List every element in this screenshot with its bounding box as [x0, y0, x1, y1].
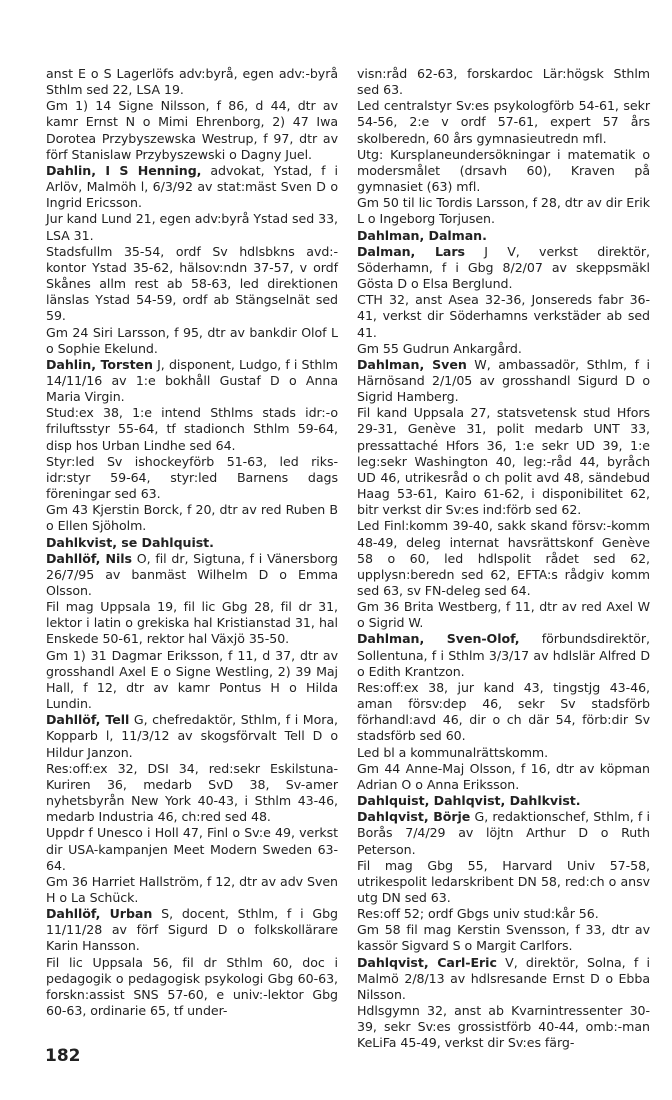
- entry-text: Res:off:ex 32, DSI 34, red:sekr Eskilstuna-Kuriren 36, medarb SvD 38, Sv-amer nyhetsbyrån New York 40-43, i Sthlm 43-46, medarb Industria 46, ch:red sed 48.: [46, 760, 338, 825]
- paragraph: [46, 163, 338, 211]
- entry-heading: Dahlqvist, Carl-Eric: [357, 954, 497, 970]
- entry-heading: Dahlman, Dalman.: [357, 227, 487, 243]
- entry-text: Gm 36 Brita Westberg, f 11, dtr av red Axel W o Sigrid W.: [357, 599, 650, 631]
- paragraph: [46, 599, 338, 647]
- paragraph: [46, 874, 338, 906]
- paragraph: [46, 761, 338, 826]
- entry-text: G, redaktionschef, Sthlm, f i Borås 7/4/29 av löjtn Arthur D o Ruth Peterson.: [357, 809, 650, 857]
- left-column: [46, 66, 338, 1019]
- entry-text: Res:off 52; ordf Gbgs univ stud:kår 56.: [357, 906, 599, 922]
- entry-heading: Dahlin, I S Henning,: [46, 162, 202, 178]
- entry-text: Hdlsgymn 32, anst ab Kvarnintressenter 30-39, sekr Sv:es grossistförb 40-44, omb:-man KeLiFa 45-49, verkst dir Sv:es färg-: [357, 1003, 650, 1051]
- entry-heading: Dahllöf, Nils: [46, 550, 132, 566]
- paragraph: [46, 712, 338, 760]
- paragraph: [46, 211, 338, 243]
- entry-text: CTH 32, anst Asea 32-36, Jonsereds fabr 36-41, verkst dir Söderhamns verkstäder ab sed 41.: [357, 292, 650, 340]
- paragraph: [357, 761, 650, 793]
- paragraph: [357, 922, 650, 954]
- entry-text: Stadsfullm 35-54, ordf Sv hdlsbkns avd:-kontor Ystad 35-62, hälsov:ndn 37-57, v ordf Skånes allm rest ab 58-63, led direktionen länslas Ystad 54-59, ordf ab Stängselnät sed 59.: [46, 243, 338, 324]
- entry-heading: Dahlman, Sven-Olof,: [357, 631, 520, 647]
- paragraph: [46, 244, 338, 325]
- entry-text: advokat, Ystad, f i Arlöv, Malmöh l, 6/3/92 av stat:mäst Sven D o Ingrid Ericsson.: [46, 162, 338, 211]
- entry-heading: Dahlman, Sven: [357, 356, 467, 372]
- paragraph: [357, 906, 650, 922]
- paragraph: [357, 195, 650, 227]
- paragraph: [46, 357, 338, 405]
- paragraph: [46, 906, 338, 954]
- entry-text: Fil mag Uppsala 19, fil lic Gbg 28, fil dr 31, lektor i latin o grekiska hal Kristianstad 31, hal Enskede 50-61, rektor hal Växjö 35-50.: [46, 599, 338, 647]
- right-column: [357, 66, 650, 1052]
- paragraph: [357, 341, 650, 357]
- entry-text: Fil kand Uppsala 27, statsvetensk stud Hfors 29-31, Genève 31, polit medarb UNT 33, pressattaché Hfors 36, 1:e sekr UD 39, 1:e leg:sekr Washington 40, leg:-råd 44, byråch UD 46, utrikesråd o ch polit avd 48, sändebud Haag 53-61, Kairo 61-62, i disponibilitet 62, bitr verkst dir Sv:es ind:förb sed 62.: [357, 405, 650, 518]
- entry-heading: Dahllöf, Urban: [46, 906, 153, 922]
- paragraph: [357, 680, 650, 745]
- paragraph: [357, 357, 650, 405]
- entry-text: Styr:led Sv ishockeyförb 51-63, led riks-idr:styr 59-64, styr:led Barnens dags föreningar sed 63.: [46, 453, 338, 502]
- entry-text: Gm 55 Gudrun Ankargård.: [357, 340, 522, 356]
- paragraph: [357, 745, 650, 761]
- paragraph: [357, 244, 650, 292]
- paragraph: [357, 1003, 650, 1051]
- paragraph: [46, 405, 338, 453]
- paragraph: [357, 809, 650, 857]
- entry-text: Gm 44 Anne-Maj Olsson, f 16, dtr av köpman Adrian O o Anna Eriksson.: [357, 760, 650, 792]
- paragraph: [357, 631, 650, 679]
- paragraph: [357, 292, 650, 340]
- entry-heading: Dahlin, Torsten: [46, 356, 153, 372]
- entry-text: J, disponent, Ludgo, f i Sthlm 14/11/16 av 1:e bokhåll Gustaf D o Anna Maria Virgin.: [46, 356, 338, 405]
- paragraph: [357, 228, 650, 244]
- paragraph: [46, 454, 338, 502]
- entry-text: Uppdr f Unesco i Holl 47, Finl o Sv:e 49, verkst dir USA-kampanjen Meet Modern Sweden 63-64.: [46, 825, 338, 873]
- entry-text: Fil mag Gbg 55, Harvard Univ 57-58, utrikespolit ledarskribent DN 58, red:ch o ansv utg DN sed 63.: [357, 857, 650, 905]
- paragraph: [357, 793, 650, 809]
- entry-text: Gm 43 Kjerstin Borck, f 20, dtr av red Ruben B o Ellen Sjöholm.: [46, 502, 338, 534]
- paragraph: [46, 502, 338, 534]
- paragraph: [46, 648, 338, 713]
- entry-text: S, docent, Sthlm, f i Gbg 11/11/28 av förf Sigurd D o folkskollärare Karin Hansson.: [46, 906, 338, 954]
- entry-text: O, fil dr, Sigtuna, f i Vänersborg 26/7/95 av banmäst Wilhelm D o Emma Olsson.: [46, 550, 338, 598]
- entry-text: Gm 1) 14 Signe Nilsson, f 86, d 44, dtr av kamr Ernst N o Mimi Ehrenborg, 2) 47 Iwa Dorotea Przybyszewska Westrup, f 97, dtr av förf Stanislaw Przybyszewski o Dagny Juel.: [46, 98, 338, 162]
- entry-text: Fil lic Uppsala 56, fil dr Sthlm 60, doc i pedagogik o pedagogisk psykologi Gbg 60-63, forskn:assist SNS 57-60, e univ:-lektor Gbg 60-63, ordinarie 65, tf under-: [46, 954, 338, 1019]
- paragraph: [357, 858, 650, 906]
- entry-text: J V, verkst direktör, Söderhamn, f i Gbg 8/2/07 av skeppsmäkl Gösta D o Elsa Berglund.: [357, 243, 651, 292]
- entry-text: Gm 36 Harriet Hallström, f 12, dtr av adv Sven H o La Schück.: [46, 873, 338, 905]
- entry-text: Jur kand Lund 21, egen adv:byrå Ystad sed 33, LSA 31.: [46, 211, 338, 243]
- entry-heading: Dalman, Lars: [357, 243, 465, 259]
- entry-text: förbundsdirektör, Sollentuna, f i Sthlm 3/3/17 av hdlslär Alfred D o Edith Krantzon.: [357, 631, 650, 679]
- paragraph: [357, 955, 650, 1003]
- paragraph: [357, 147, 650, 195]
- entry-text: Gm 50 til lic Tordis Larsson, f 28, dtr av dir Erik L o Ingeborg Torjusen.: [357, 195, 650, 227]
- paragraph: [46, 535, 338, 551]
- entry-heading: Dahllöf, Tell: [46, 712, 130, 728]
- entry-text: V, direktör, Solna, f i Malmö 2/8/13 av hdlsresande Ernst D o Ebba Nilsson.: [357, 954, 650, 1002]
- entry-text: Res:off:ex 38, jur kand 43, tingstjg 43-46, aman försv:dep 46, sekr Sv stadsförb förhandl:avd 46, dir o ch där 54, förb:dir Sv stadsförb sed 60.: [357, 679, 650, 744]
- paragraph: [357, 66, 650, 98]
- paragraph: [46, 551, 338, 599]
- entry-text: Gm 24 Siri Larsson, f 95, dtr av bankdir Olof L o Sophie Ekelund.: [46, 324, 338, 356]
- entry-heading: Dahlqvist, Börje: [357, 809, 471, 825]
- entry-text: W, ambassadör, Sthlm, f i Härnösand 2/1/05 av grosshandl Sigurd D o Sigrid Hamberg.: [357, 356, 650, 405]
- paragraph: [357, 405, 650, 518]
- entry-text: Led bl a kommunalrättskomm.: [357, 744, 549, 760]
- entry-text: Led centralstyr Sv:es psykologförb 54-61, sekr 54-56, 2:e v ordf 57-61, expert 57 års skolberedn, 60 års gymnasieutredn mfl.: [357, 98, 650, 146]
- entry-heading: Dahlkvist, se Dahlquist.: [46, 534, 214, 550]
- entry-text: Stud:ex 38, 1:e intend Sthlms stads idr:-o friluftsstyr 55-64, tf stadionch Sthlm 59-64, disp hos Urban Lindhe sed 64.: [46, 405, 338, 453]
- paragraph: [46, 955, 338, 1020]
- paragraph: [357, 98, 650, 146]
- entry-text: G, chefredaktör, Sthlm, f i Mora, Kopparb l, 11/3/12 av skogsförvalt Tell D o Hildur Janzon.: [46, 712, 339, 760]
- entry-text: Utg: Kursplaneundersökningar i matematik o modersmålet (drsavh 60), Kraven på gymnasiet (63) mfl.: [357, 146, 650, 195]
- paragraph: [46, 325, 338, 357]
- entry-text: visn:råd 62-63, forskardoc Lär:högsk Sthlm sed 63.: [357, 66, 650, 98]
- paragraph: [46, 98, 338, 163]
- entry-text: Gm 58 fil mag Kerstin Svensson, f 33, dtr av kassör Sigvard S o Margit Carlfors.: [357, 922, 650, 954]
- entry-heading: Dahlquist, Dahlqvist, Dahlkvist.: [357, 793, 581, 809]
- paragraph: [357, 518, 650, 599]
- entry-text: anst E o S Lagerlöfs adv:byrå, egen adv:-byrå Sthlm sed 22, LSA 19.: [46, 66, 338, 98]
- page-number: 182: [45, 1046, 81, 1066]
- entry-text: Led Finl:komm 39-40, sakk skand försv:-komm 48-49, deleg internat havsrättskonf Genève 58 o 60, led hdlspolit rådet sed 62, upplysn:beredn sed 62, EFTA:s rådgiv komm sed 63, sv FN-deleg sed 64.: [357, 518, 650, 598]
- paragraph: [357, 599, 650, 631]
- paragraph: [46, 66, 338, 98]
- entry-text: Gm 1) 31 Dagmar Eriksson, f 11, d 37, dtr av grosshandl Axel E o Signe Westling, 2) 39 Maj Hall, f 12, dtr av kamr Pontus H o Hilda Lundin.: [46, 647, 338, 712]
- paragraph: [46, 825, 338, 873]
